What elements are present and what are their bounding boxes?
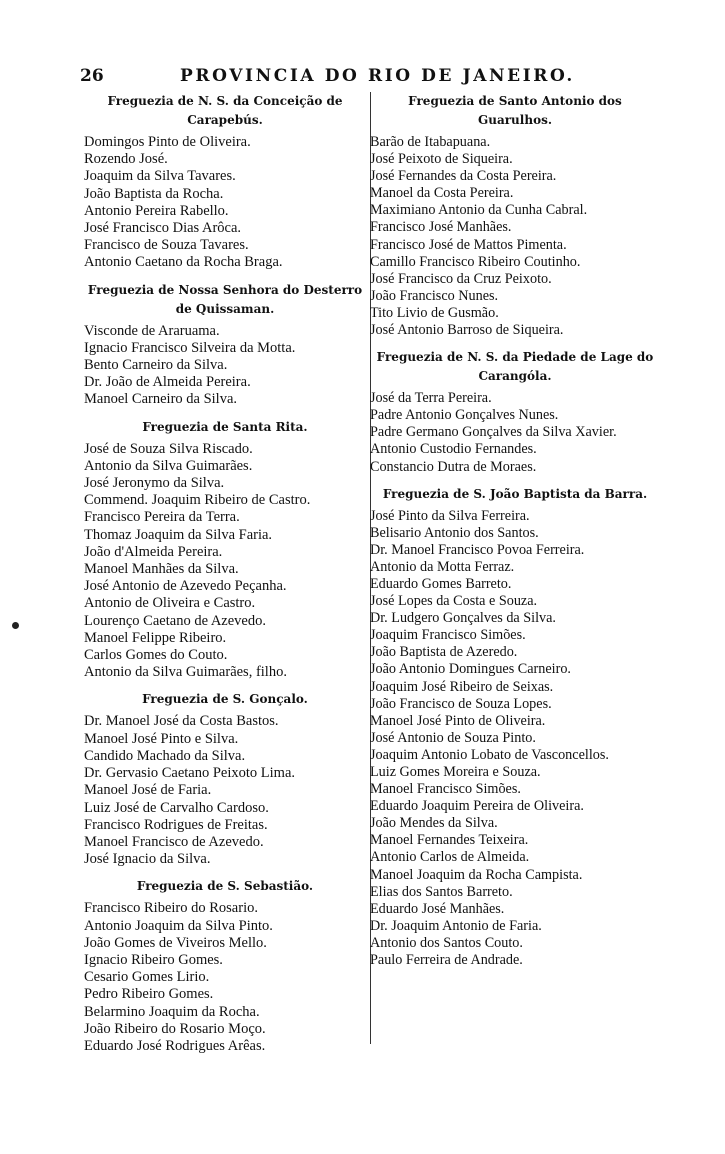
page-number: 26 (80, 66, 104, 86)
parish-title: Freguezia de Santa Rita. (142, 419, 308, 434)
list-item: Carlos Gomes do Couto. (84, 647, 228, 664)
list-item: João Francisco Nunes. (370, 287, 499, 304)
parish-section (84, 690, 366, 868)
list-item: Ignacio Francisco Silveira da Motta. (84, 339, 296, 356)
name-list (84, 441, 366, 682)
name-list (370, 508, 660, 970)
running-title: PROVINCIA DO RIO DE JANEIRO. (180, 66, 575, 86)
name-list (84, 713, 366, 868)
list-item: Domingos Pinto de Oliveira. (84, 134, 251, 150)
list-item: Dr. Manoel José da Costa Bastos. (84, 713, 279, 730)
list-item: Manoel Francisco de Azevedo. (84, 833, 264, 850)
list-item: João Baptista da Rocha. (84, 185, 224, 202)
list-item: Paulo Ferreira de Andrade. (370, 952, 523, 969)
list-item: Dr. Ludgero Gonçalves da Silva. (370, 610, 556, 627)
parish-section (84, 418, 366, 682)
list-item: Francisco de Souza Tavares. (84, 237, 249, 254)
list-item: Padre Germano Gonçalves da Silva Xavier. (370, 424, 617, 441)
list-item: João Ribeiro do Rosario Moço. (84, 1020, 266, 1037)
list-item: Camillo Francisco Ribeiro Coutinho. (370, 253, 581, 270)
list-item: Eduardo Gomes Barreto. (370, 575, 512, 592)
list-item: Antonio Carlos de Almeida. (370, 849, 530, 866)
list-item: José Lopes da Costa e Souza. (370, 593, 538, 610)
list-item: José da Terra Pereira. (370, 390, 492, 407)
list-item: Pedro Ribeiro Gomes. (84, 986, 214, 1003)
list-item: Antonio Pereira Rabello. (84, 202, 229, 219)
list-item: João Francisco de Souza Lopes. (370, 695, 552, 712)
left-column (84, 92, 366, 1055)
list-item: Manoel Joaquim da Rocha Campista. (370, 866, 583, 883)
list-item: Joaquim Antonio Lobato de Vasconcellos. (370, 746, 609, 763)
list-item: Manoel da Costa Pereira. (370, 185, 514, 202)
right-column (370, 92, 660, 969)
list-item: José Pinto da Silva Ferreira. (370, 507, 530, 524)
list-item: Manoel Manhães da Silva. (84, 561, 239, 578)
parish-section (370, 92, 660, 339)
list-item: José Ignacio da Silva. (84, 851, 211, 868)
list-item: Dr. Gervasio Caetano Peixoto Lima. (84, 765, 296, 782)
parish-title: Freguezia de S. João Baptista da Barra. (382, 486, 648, 501)
list-item: Luiz Gomes Moreira e Souza. (370, 764, 541, 780)
list-item: Lourenço Caetano de Azevedo. (84, 612, 266, 629)
parish-title: Freguezia de N. S. da Conceição de Carapebús. (107, 94, 343, 127)
list-item: Antonio Custodio Fernandes. (370, 441, 537, 458)
page-header (80, 66, 680, 88)
list-item: Luiz José de Carvalho Cardoso. (84, 799, 269, 816)
list-item: Antonio da Silva Guimarães, filho. (84, 664, 287, 681)
list-item: Thomaz Joaquim da Silva Faria. (84, 526, 273, 543)
list-item: João Baptista de Azeredo. (370, 644, 518, 661)
list-item: Antonio da Silva Guimarães. (84, 457, 253, 474)
list-item: João Mendes da Silva. (370, 815, 498, 832)
list-item: Bento Carneiro da Silva. (84, 357, 228, 374)
list-item: Constancio Dutra de Moraes. (370, 458, 537, 475)
name-list (370, 390, 660, 475)
list-item: José Antonio de Souza Pinto. (370, 729, 536, 746)
list-item: Joaquim José Ribeiro de Seixas. (370, 678, 554, 695)
list-item: Visconde de Araruama. (84, 322, 220, 339)
list-item: Manoel Francisco Simões. (370, 781, 521, 798)
list-item: Commend. Joaquim Ribeiro de Castro. (84, 492, 311, 509)
list-item: Antonio de Oliveira e Castro. (84, 595, 256, 612)
list-item: Joaquim da Silva Tavares. (84, 168, 236, 185)
list-item: Tito Livio de Gusmão. (370, 304, 499, 321)
list-item: Francisco Pereira da Terra. (84, 509, 240, 526)
list-item: Francisco Rodrigues de Freitas. (84, 816, 268, 833)
list-item: José Antonio de Azevedo Peçanha. (84, 578, 287, 595)
list-item: Francisco José de Mattos Pimenta. (370, 236, 567, 253)
list-item: Manoel Fernandes Teixeira. (370, 832, 529, 849)
list-item: Manoel José Pinto e Silva. (84, 730, 239, 747)
list-item: Maximiano Antonio da Cunha Cabral. (370, 202, 588, 219)
list-item: José de Souza Silva Riscado. (84, 440, 253, 457)
list-item: Dr. João de Almeida Pereira. (84, 374, 251, 391)
list-item: João Gomes de Viveiros Mello. (84, 934, 267, 951)
list-item: Padre Antonio Gonçalves Nunes. (370, 407, 559, 424)
list-item: José Jeronymo da Silva. (84, 475, 225, 492)
parish-title: Freguezia de S. Gonçalo. (142, 692, 308, 707)
parish-section (370, 485, 660, 970)
list-item: Cesario Gomes Lirio. (84, 969, 210, 986)
list-item: Antonio da Motta Ferraz. (370, 558, 515, 575)
list-item: José Fernandes da Costa Pereira. (370, 168, 557, 185)
list-item: Antonio dos Santos Couto. (370, 934, 523, 951)
list-item: Manoel Felippe Ribeiro. (84, 629, 227, 646)
ink-dot-mark (12, 622, 19, 629)
list-item: Dr. Manoel Francisco Povoa Ferreira. (370, 541, 585, 558)
list-item: Joaquim Francisco Simões. (370, 627, 526, 644)
list-item: Dr. Joaquim Antonio de Faria. (370, 917, 542, 934)
name-list (84, 134, 366, 272)
list-item: Francisco José Manhães. (370, 219, 512, 236)
list-item: João Antonio Domingues Carneiro. (370, 661, 571, 678)
list-item: Manoel Carneiro da Silva. (84, 391, 238, 408)
name-list (84, 900, 366, 1055)
parish-section (84, 92, 366, 272)
list-item: João d'Almeida Pereira. (84, 543, 223, 560)
list-item: José Peixoto de Siqueira. (370, 151, 513, 168)
parish-section (84, 281, 366, 409)
list-item: Eduardo José Manhães. (370, 900, 505, 917)
list-item: Elias dos Santos Barreto. (370, 883, 513, 900)
list-item: Manoel José Pinto de Oliveira. (370, 712, 546, 729)
list-item: Belisario Antonio dos Santos. (370, 524, 539, 541)
name-list (84, 323, 366, 409)
list-item: Antonio Caetano da Rocha Braga. (84, 254, 283, 271)
parish-section (84, 877, 366, 1055)
parish-title: Freguezia de S. Sebastião. (136, 879, 314, 894)
parish-title: Freguezia de Nossa Senhora do Desterro de Quissaman. (87, 282, 363, 316)
list-item: Ignacio Ribeiro Gomes. (84, 951, 223, 968)
name-list (370, 134, 660, 339)
list-item: Candido Machado da Silva. (84, 747, 246, 764)
list-item: Manoel José de Faria. (84, 782, 212, 799)
list-item: Eduardo Joaquim Pereira de Oliveira. (370, 798, 584, 815)
parish-title: Freguezia de N. S. da Piedade de Lage do Carangóla. (376, 350, 654, 384)
list-item: Eduardo José Rodrigues Arêas. (84, 1037, 266, 1054)
parish-section (370, 348, 660, 475)
list-item: Francisco Ribeiro do Rosario. (84, 900, 258, 917)
parish-title: Freguezia de Santo Antonio dos Guarulhos. (408, 94, 622, 127)
list-item: José Francisco da Cruz Peixoto. (370, 270, 552, 287)
list-item: José Francisco Dias Arôca. (84, 220, 242, 237)
list-item: Rozendo José. (84, 151, 168, 168)
list-item: Barão de Itabapuana. (370, 134, 491, 150)
list-item: Belarmino Joaquim da Rocha. (84, 1003, 260, 1020)
list-item: José Antonio Barroso de Siqueira. (370, 322, 564, 339)
list-item: Antonio Joaquim da Silva Pinto. (84, 917, 273, 934)
